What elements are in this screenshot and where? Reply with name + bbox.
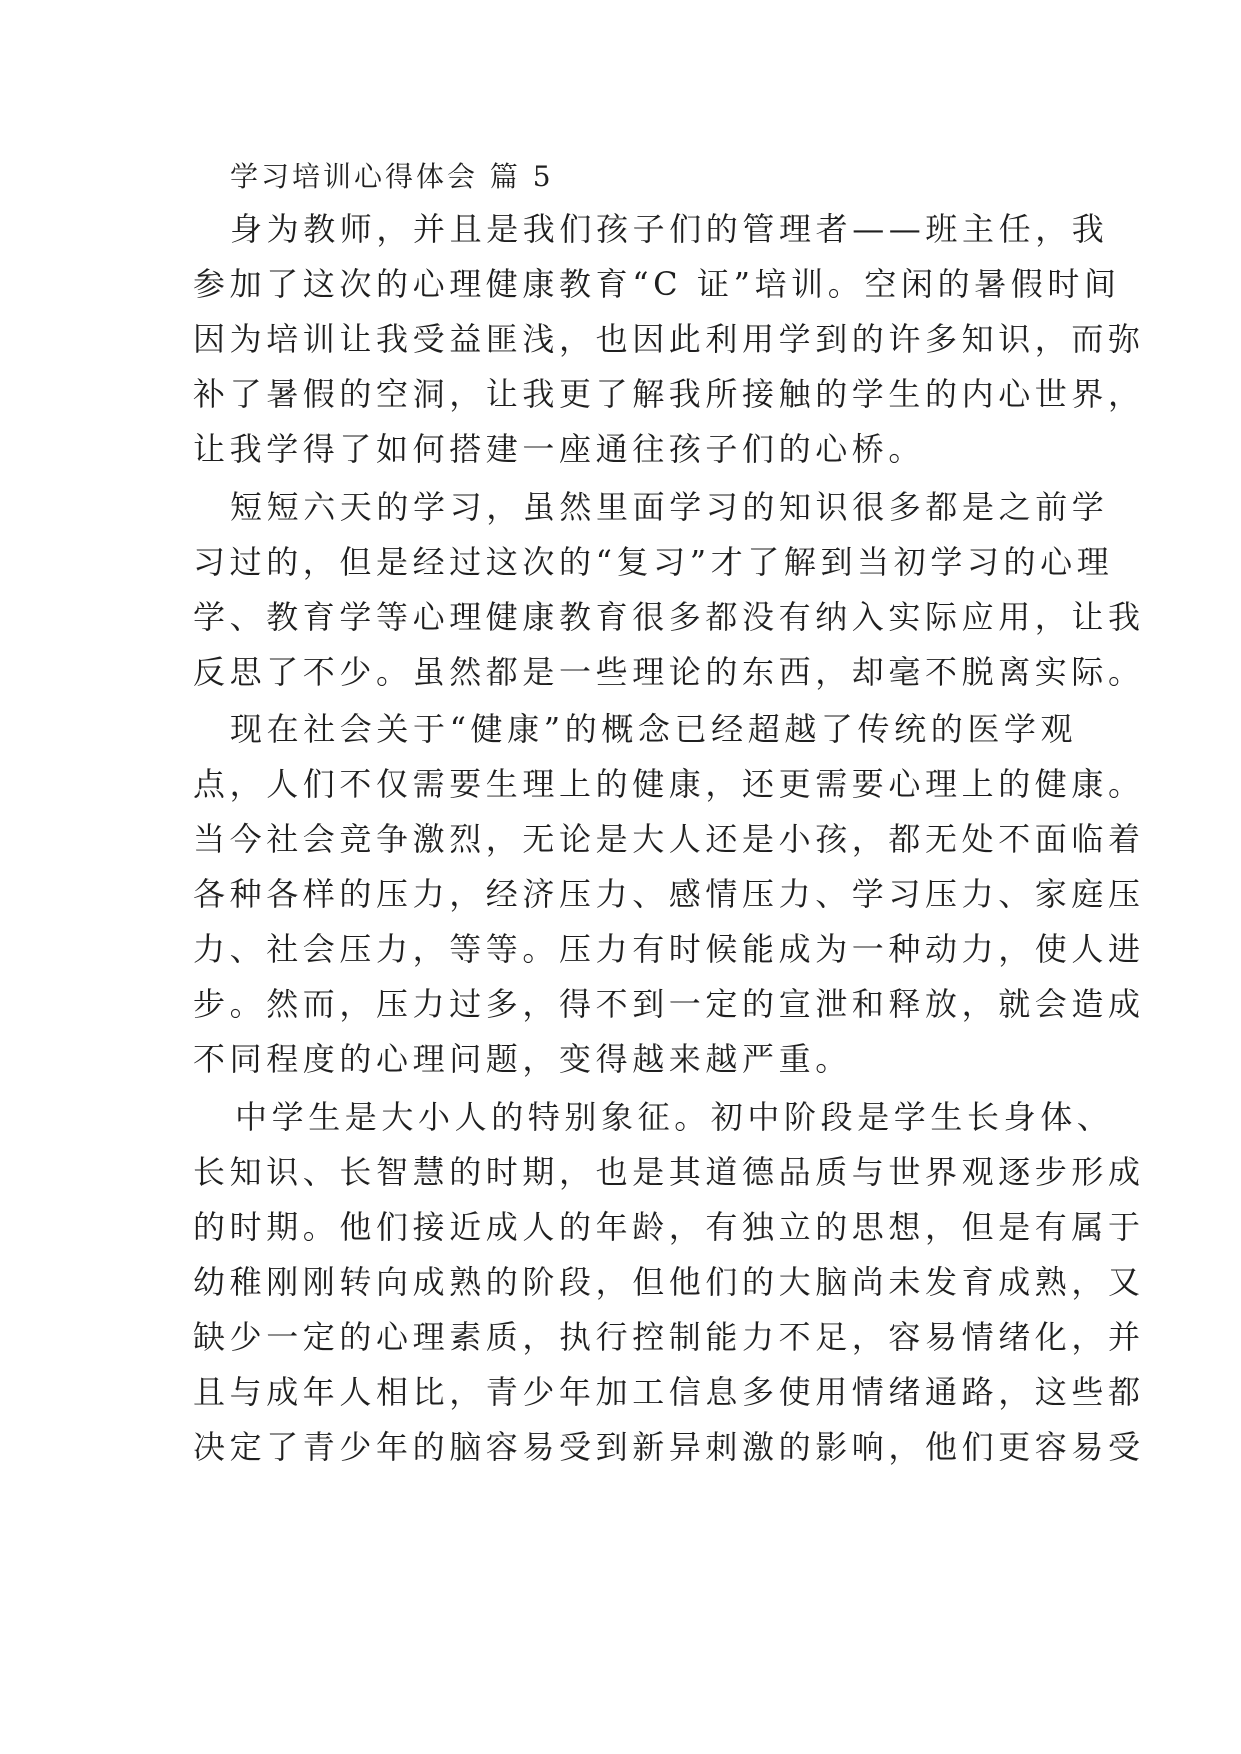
text-line: 决定了青少年的脑容易受到新异刺激的影响，他们更容易受 <box>193 1428 1145 1466</box>
text-line: 缺少一定的心理素质，执行控制能力不足，容易情绪化，并 <box>193 1318 1145 1356</box>
section-title: 学习培训心得体会 篇 5 <box>230 160 554 193</box>
text-line: 现在社会关于“健康”的概念已经超越了传统的医学观 <box>230 710 1078 748</box>
text-line: 让我学得了如何搭建一座通往孩子们的心桥。 <box>193 430 926 468</box>
text-line: 不同程度的心理问题，变得越来越严重。 <box>193 1040 852 1078</box>
text-line: 各种各样的压力，经济压力、感情压力、学习压力、家庭压 <box>193 875 1145 913</box>
text-line: 身为教师，并且是我们孩子们的管理者——班主任，我 <box>230 210 1109 248</box>
text-line: 因为培训让我受益匪浅，也因此利用学到的许多知识，而弥 <box>193 320 1145 358</box>
text-line: 当今社会竞争激烈，无论是大人还是小孩，都无处不面临着 <box>193 820 1145 858</box>
text-line: 参加了这次的心理健康教育“C 证”培训。空闲的暑假时间 <box>193 265 1121 303</box>
text-line: 短短六天的学习，虽然里面学习的知识很多都是之前学 <box>230 488 1109 526</box>
text-line: 学、教育学等心理健康教育很多都没有纳入实际应用，让我 <box>193 598 1145 636</box>
text-line: 点，人们不仅需要生理上的健康，还更需要心理上的健康。 <box>193 765 1145 803</box>
text-line: 的时期。他们接近成人的年龄，有独立的思想，但是有属于 <box>193 1208 1145 1246</box>
text-line: 反思了不少。虽然都是一些理论的东西，却毫不脱离实际。 <box>193 653 1145 691</box>
text-line: 补了暑假的空洞，让我更了解我所接触的学生的内心世界， <box>193 375 1145 413</box>
text-line: 幼稚刚刚转向成熟的阶段，但他们的大脑尚未发育成熟，又 <box>193 1263 1145 1301</box>
text-line: 中学生是大小人的特别象征。初中阶段是学生长身体、 <box>235 1098 1114 1136</box>
text-line: 且与成年人相比，青少年加工信息多使用情绪通路，这些都 <box>193 1373 1145 1411</box>
text-line: 力、社会压力，等等。压力有时候能成为一种动力，使人进 <box>193 930 1145 968</box>
text-line: 习过的，但是经过这次的“复习”才了解到当初学习的心理 <box>193 543 1114 581</box>
text-line: 步。然而，压力过多，得不到一定的宣泄和释放，就会造成 <box>193 985 1145 1023</box>
text-line: 长知识、长智慧的时期，也是其道德品质与世界观逐步形成 <box>193 1153 1145 1191</box>
